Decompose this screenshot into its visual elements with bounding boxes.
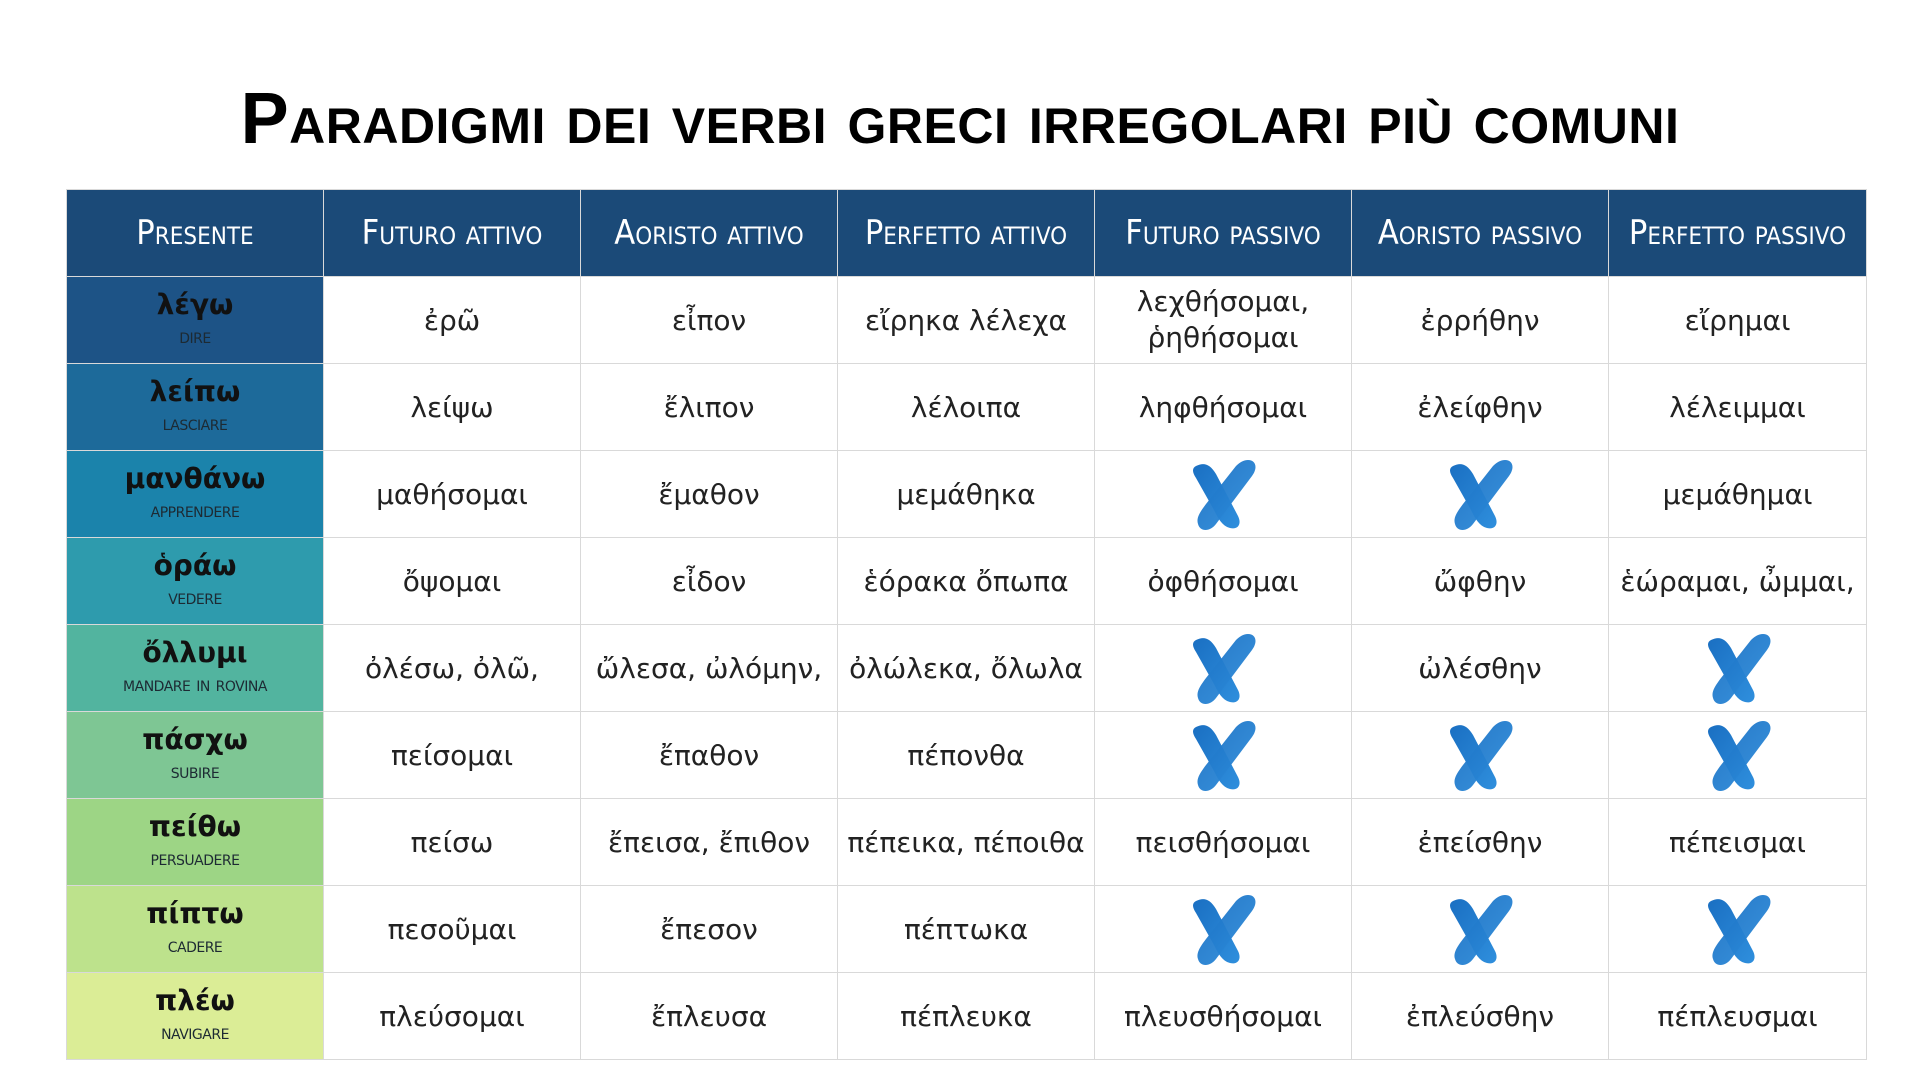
- cross-mark-icon: [1701, 715, 1775, 795]
- form-cell: μαθήσομαι: [324, 451, 581, 538]
- column-header: Perfetto attivo: [838, 190, 1095, 277]
- form-cell: ὠλέσθην: [1352, 625, 1609, 712]
- table-row: [67, 973, 1867, 1060]
- verb-cell: [67, 538, 324, 625]
- paradigm-table: [66, 189, 1867, 1060]
- form-cell: μεμάθημαι: [1609, 451, 1867, 538]
- form-cell: ἔπαθον: [581, 712, 838, 799]
- table-body: [67, 277, 1867, 1060]
- form-cell: ἐρῶ: [324, 277, 581, 364]
- form-cell: πέπονθα: [838, 712, 1095, 799]
- cross-mark-icon: [1186, 628, 1260, 708]
- verb-present: μανθάνω: [124, 462, 266, 495]
- form-cell: πέπτωκα: [838, 886, 1095, 973]
- verb-present: λέγω: [156, 288, 234, 321]
- form-cell: λεχθήσομαι, ῥηθήσομαι: [1095, 277, 1352, 364]
- form-cell: εἴρημαι: [1609, 277, 1867, 364]
- verb-meaning: lasciare: [162, 411, 228, 435]
- verb-present: πλέω: [155, 984, 235, 1017]
- verb-cell: [67, 712, 324, 799]
- verb-cell: [67, 277, 324, 364]
- form-cell: ὀφθήσομαι: [1095, 538, 1352, 625]
- verb-cell: [67, 799, 324, 886]
- verb-meaning: subire: [170, 759, 220, 783]
- verb-meaning: cadere: [167, 933, 223, 957]
- missing-form-cell: [1609, 625, 1867, 712]
- table-row: [67, 451, 1867, 538]
- column-header: Futuro passivo: [1095, 190, 1352, 277]
- cross-mark-icon: [1186, 454, 1260, 534]
- verb-meaning: apprendere: [150, 498, 240, 522]
- verb-meaning: persuadere: [150, 846, 240, 870]
- form-cell: πεισθήσομαι: [1095, 799, 1352, 886]
- verb-meaning: mandare in rovina: [123, 672, 267, 696]
- form-cell: πέπεισμαι: [1609, 799, 1867, 886]
- form-cell: πλεύσομαι: [324, 973, 581, 1060]
- table-row: [67, 799, 1867, 886]
- verb-present: πίπτω: [146, 897, 244, 930]
- table-row: [67, 277, 1867, 364]
- missing-form-cell: [1609, 886, 1867, 973]
- missing-form-cell: [1095, 625, 1352, 712]
- form-cell: πεσοῦμαι: [324, 886, 581, 973]
- table-row: [67, 364, 1867, 451]
- missing-form-cell: [1609, 712, 1867, 799]
- table-row: [67, 712, 1867, 799]
- missing-form-cell: [1095, 886, 1352, 973]
- form-cell: ἔπεισα, ἔπιθον: [581, 799, 838, 886]
- form-cell: πέπλευκα: [838, 973, 1095, 1060]
- missing-form-cell: [1095, 712, 1352, 799]
- table-row: [67, 625, 1867, 712]
- header-row: [67, 190, 1867, 277]
- verb-cell: [67, 364, 324, 451]
- form-cell: ἐπείσθην: [1352, 799, 1609, 886]
- form-cell: πέπεικα, πέποιθα: [838, 799, 1095, 886]
- column-header: Presente: [67, 190, 324, 277]
- verb-present: πάσχω: [142, 723, 248, 756]
- verb-present: ὁράω: [153, 549, 237, 582]
- verb-present: λείπω: [149, 375, 241, 408]
- form-cell: πείσομαι: [324, 712, 581, 799]
- form-cell: ἔπλευσα: [581, 973, 838, 1060]
- form-cell: πλευσθήσομαι: [1095, 973, 1352, 1060]
- form-cell: ὄψομαι: [324, 538, 581, 625]
- missing-form-cell: [1095, 451, 1352, 538]
- form-cell: μεμάθηκα: [838, 451, 1095, 538]
- table-row: [67, 886, 1867, 973]
- column-header: Perfetto passivo: [1609, 190, 1867, 277]
- form-cell: ἑόρακα ὄπωπα: [838, 538, 1095, 625]
- missing-form-cell: [1352, 712, 1609, 799]
- form-cell: ἐπλεύσθην: [1352, 973, 1609, 1060]
- form-cell: ἔμαθον: [581, 451, 838, 538]
- verb-present: ὄλλυμι: [142, 636, 248, 669]
- table-row: [67, 538, 1867, 625]
- form-cell: πείσω: [324, 799, 581, 886]
- column-header: Aoristo attivo: [581, 190, 838, 277]
- cross-mark-icon: [1701, 628, 1775, 708]
- form-cell: ληφθήσομαι: [1095, 364, 1352, 451]
- form-cell: ἔλιπον: [581, 364, 838, 451]
- missing-form-cell: [1352, 451, 1609, 538]
- form-cell: ἐλείφθην: [1352, 364, 1609, 451]
- form-cell: λείψω: [324, 364, 581, 451]
- cross-mark-icon: [1443, 715, 1517, 795]
- form-cell: ὤφθην: [1352, 538, 1609, 625]
- form-cell: ὀλέσω, ὀλῶ,: [324, 625, 581, 712]
- form-cell: ἑώραμαι, ὦμμαι,: [1609, 538, 1867, 625]
- form-cell: εἶπον: [581, 277, 838, 364]
- column-header: Futuro attivo: [324, 190, 581, 277]
- cross-mark-icon: [1701, 889, 1775, 969]
- cross-mark-icon: [1443, 889, 1517, 969]
- form-cell: πέπλευσμαι: [1609, 973, 1867, 1060]
- cross-mark-icon: [1186, 715, 1260, 795]
- form-cell: λέλειμμαι: [1609, 364, 1867, 451]
- verb-meaning: navigare: [161, 1020, 229, 1044]
- form-cell: εἶδον: [581, 538, 838, 625]
- cross-mark-icon: [1186, 889, 1260, 969]
- verb-meaning: vedere: [168, 585, 222, 609]
- form-cell: ἔπεσον: [581, 886, 838, 973]
- verb-meaning: dire: [179, 324, 211, 348]
- form-cell: ὀλώλεκα, ὄλωλα: [838, 625, 1095, 712]
- form-cell: λέλοιπα: [838, 364, 1095, 451]
- verb-cell: [67, 973, 324, 1060]
- missing-form-cell: [1352, 886, 1609, 973]
- page-title: Paradigmi dei verbi greci irregolari più comuni: [240, 79, 1680, 159]
- verb-present: πείθω: [148, 810, 242, 843]
- verb-cell: [67, 451, 324, 538]
- column-header: Aoristo passivo: [1352, 190, 1609, 277]
- form-cell: εἴρηκα λέλεχα: [838, 277, 1095, 364]
- form-cell: ὤλεσα, ὠλόμην,: [581, 625, 838, 712]
- form-cell: ἐρρήθην: [1352, 277, 1609, 364]
- cross-mark-icon: [1443, 454, 1517, 534]
- verb-cell: [67, 886, 324, 973]
- verb-cell: [67, 625, 324, 712]
